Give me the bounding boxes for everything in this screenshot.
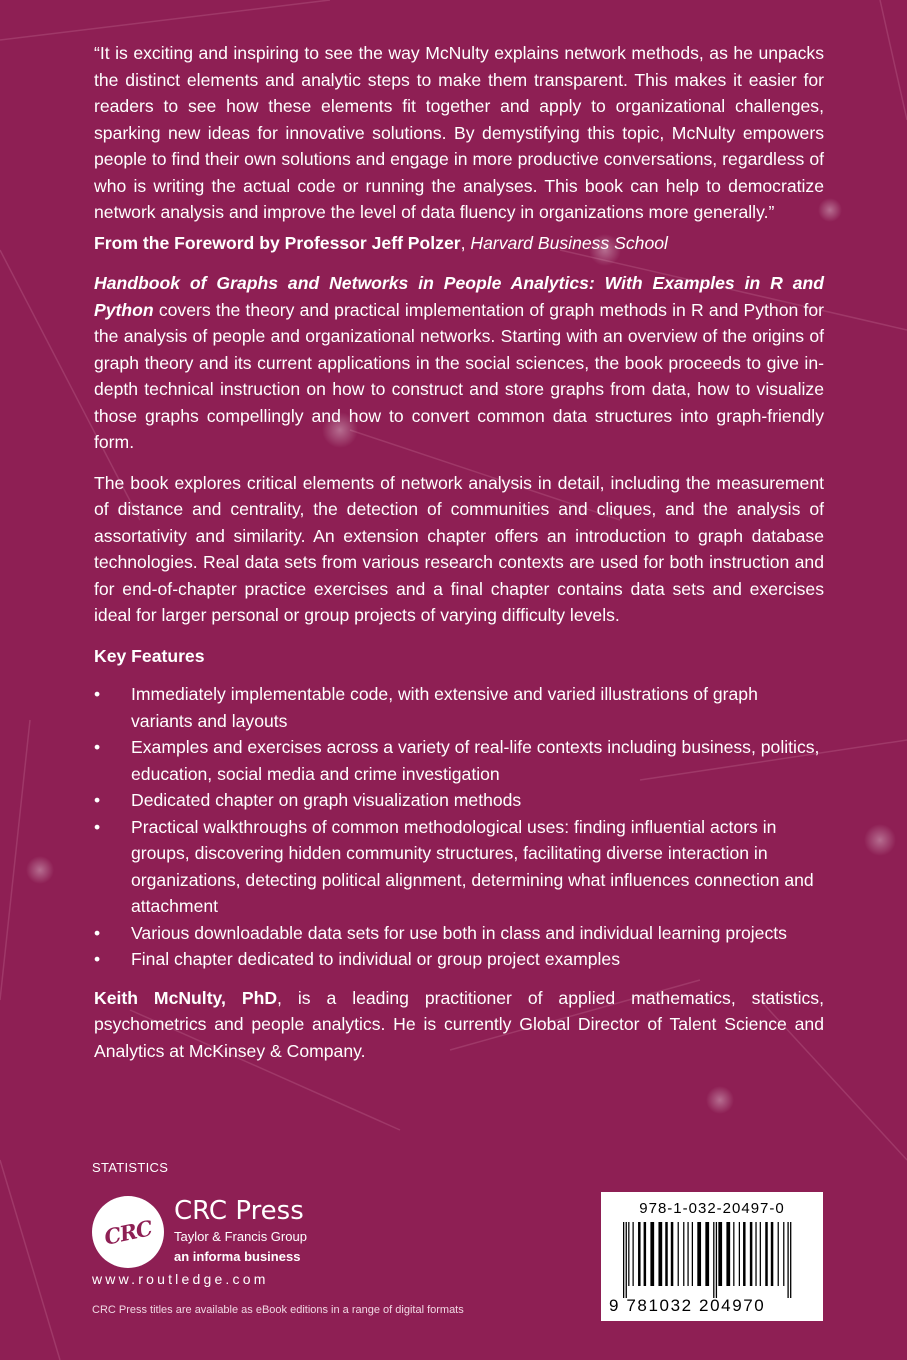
feature-text: Final chapter dedicated to individual or group project examples [131, 949, 620, 969]
barcode-bar [644, 1222, 647, 1286]
crc-logo [92, 1196, 164, 1268]
barcode-bar [623, 1222, 624, 1298]
quote-attribution [94, 230, 824, 257]
bullet-icon: • [94, 737, 101, 757]
foreword-quote: “It is exciting and inspiring to see the way McNulty explains network methods, as he unpacks the distinct elements and analytic steps to make them transparent. This makes it easier for readers to see how these elements fit together and apply to organizational challenges, sparking new ideas for innovative solutions. By demystifying this topic, McNulty empowers people to find their own solutions and engage in more productive conversations, regardless of who is writing the actual code or running the analyses. This book can help to democratize network analysis and improve the level of data fluency in organizations more generally.” [94, 43, 824, 222]
author-bio [94, 985, 824, 1065]
barcode-bar [687, 1222, 688, 1286]
key-features-heading: Key Features [94, 645, 205, 666]
description-paragraph-2: The book explores critical elements of network analysis in detail, including the measurement of distance and centrality, the detection of communities and cliques, and the analysis of assortativity and similarity. An extension chapter offers an introduction to graph database technologies. Real data sets from various research contexts are used for both instruction and for end-of-chapter practice exercises and a final chapter contains data sets and exercises ideal for larger personal or group projects of varying difficulty levels. [94, 472, 824, 625]
feature-item [94, 681, 824, 734]
barcode-bar [671, 1222, 674, 1286]
feature-text: Dedicated chapter on graph visualization methods [131, 790, 522, 810]
barcode-bar [783, 1222, 784, 1286]
crc-logo-text: CRC [101, 1214, 155, 1250]
publisher-tagline: an informa business [174, 1249, 301, 1264]
barcode-bar [713, 1222, 714, 1298]
barcode-bar [665, 1222, 668, 1286]
feature-item [94, 920, 824, 947]
description-paragraph-1 [94, 270, 824, 456]
back-cover-text [94, 40, 824, 1064]
feature-item [94, 734, 824, 787]
barcode-bar [771, 1222, 774, 1286]
barcode-bar [733, 1222, 734, 1286]
barcode-digits: 9 781032 204970 [609, 1296, 766, 1315]
barcode-bar [743, 1222, 746, 1286]
barcode-bar [765, 1222, 768, 1286]
bullet-icon: • [94, 949, 101, 969]
barcode-bar [628, 1222, 629, 1286]
feature-text: Practical walkthroughs of common methodological uses: finding influential actors in groups, discovering hidden community structures, facilitating diverse interaction in organizations, detecting political alignment, determining what influences connection and attachment [131, 816, 814, 916]
publisher-group: Taylor & Francis Group [174, 1229, 307, 1244]
barcode-bar [716, 1222, 717, 1298]
isbn-number: 978-1-032-20497-0 [639, 1200, 785, 1217]
barcode-bar [787, 1222, 788, 1298]
subject-category: STATISTICS [92, 1160, 169, 1175]
barcode-bar [638, 1222, 641, 1286]
barcode-bar [755, 1222, 756, 1286]
attribution-affiliation: Harvard Business School [470, 232, 668, 253]
barcode-bar [678, 1222, 679, 1286]
barcode-bar [697, 1222, 701, 1286]
barcode-bar [778, 1222, 779, 1286]
author-name: Keith McNulty, PhD [94, 987, 278, 1008]
attribution-separator: , [460, 232, 471, 253]
description-paragraph-1-text: covers the theory and practical implementation of graph methods in R and Python for the analysis of people and organizational networks. Starting with an overview of the origins of graph theory and its current applications in the social sciences, the book proceeds to give in-depth technical instruction on how to construct and store graphs from data, how to visualize those graphs compellingly and how to convert common data structures into graph-friendly form. [94, 299, 824, 452]
barcode-bar [790, 1222, 791, 1298]
barcode-bar [739, 1222, 740, 1286]
barcode-bar [650, 1222, 654, 1286]
feature-text: Immediately implementable code, with extensive and varied illustrations of graph variants and layouts [131, 684, 758, 731]
barcode-bar [692, 1222, 693, 1286]
feature-text: Various downloadable data sets for use both in class and individual learning projects [131, 922, 787, 943]
publisher-website[interactable]: www.routledge.com [92, 1271, 269, 1287]
book-title: Handbook of Graphs and Networks in People Analytics: With Examples in R and Python [94, 273, 824, 320]
feature-item [94, 814, 824, 920]
barcode-bar [658, 1222, 662, 1286]
feature-item [94, 787, 824, 814]
publisher-name: CRC Press [174, 1196, 304, 1226]
author-bio-text: , is a leading practitioner of applied mathematics, statistics, psychometrics and people analytics. He is currently Global Director of Talent Science and Analytics at McKinsey & Company. [94, 987, 824, 1061]
bullet-icon: • [94, 922, 101, 943]
barcode-bar [683, 1222, 684, 1286]
attribution-name: From the Foreword by Professor Jeff Polzer [94, 232, 461, 253]
barcode-bar [718, 1222, 722, 1286]
barcode-bar [705, 1222, 709, 1286]
barcode-bar [760, 1222, 761, 1286]
barcode-bar [750, 1222, 753, 1286]
key-features-list [94, 681, 824, 973]
barcode-bar [626, 1222, 627, 1298]
feature-text: Examples and exercises across a variety of real-life contexts including business, politics, education, social media and crime investigation [131, 737, 820, 784]
bullet-icon: • [94, 684, 101, 704]
bullet-icon: • [94, 816, 101, 837]
feature-item [94, 946, 824, 973]
ebook-note: CRC Press titles are available as eBook editions in a range of digital formats [92, 1304, 464, 1316]
barcode-bars [617, 1222, 807, 1298]
bullet-icon: • [94, 790, 101, 810]
isbn-barcode [601, 1192, 823, 1321]
barcode-bar [633, 1222, 634, 1286]
barcode-bar [726, 1222, 730, 1286]
